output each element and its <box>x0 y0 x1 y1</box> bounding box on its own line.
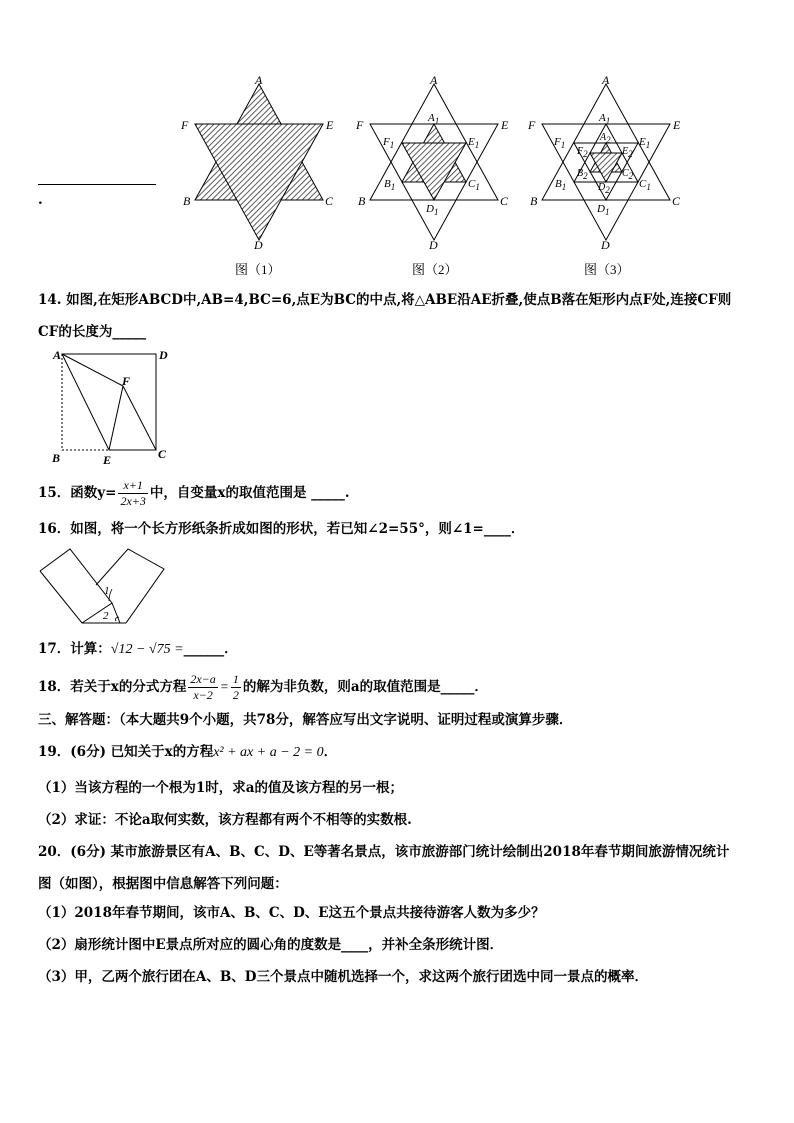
label-E: E <box>673 118 681 132</box>
q19-part2: （2）求证：不论a取何实数，该方程都有两个不相等的实数根. <box>38 812 412 828</box>
caption-fig1: 图（1） <box>235 262 281 277</box>
q19-equation: x² + ax + a − 2 = 0 <box>213 745 324 760</box>
label-A1: $A_1$ <box>428 112 440 126</box>
label-D1: $D_1$ <box>597 203 610 217</box>
label-E: E <box>501 118 509 132</box>
label-B: B <box>358 194 366 208</box>
label-A: A <box>430 73 438 87</box>
label-D: D <box>159 348 168 362</box>
label-D1: $D_1$ <box>426 203 439 217</box>
label-F: F <box>181 118 189 132</box>
q19-part1: （1）当该方程的一个根为1时，求a的值及该方程的另一根； <box>38 780 404 796</box>
blank-line <box>38 170 156 185</box>
q18-suffix: 的解为非负数，则a的取值范围是_____． <box>242 679 488 695</box>
label-C2: C2 <box>622 168 634 181</box>
q20-part1: （1）2018年春节期间，该市A、B、C、D、E这五个景点共接待游客人数为多少？ <box>38 905 545 921</box>
label-D: D <box>254 238 263 252</box>
label-D: D <box>601 238 610 252</box>
q18-fraction-left: $\frac{2x-a}{x-2}$ <box>190 672 216 702</box>
figure-star-2 <box>350 72 520 282</box>
label-A1: $A_1$ <box>599 112 611 126</box>
q13-answer-blank: . <box>38 170 160 186</box>
label-E2: E2 <box>622 146 633 159</box>
label-C: C <box>325 194 334 208</box>
label-F: F <box>356 118 364 132</box>
label-C1: $C_1$ <box>468 178 480 192</box>
q17-prefix: 17．计算： <box>38 641 111 657</box>
q17-suffix: ______． <box>183 641 238 657</box>
q18 <box>38 670 488 704</box>
label-C: C <box>158 447 167 461</box>
label-A: A <box>602 73 610 87</box>
q20-line1: 20．(6分) 某市旅游景区有A、B、C、D、E等著名景点，该市旅游部门统计绘制出2018年春节期间旅游情况统计 <box>38 844 730 860</box>
section-3-heading: 三、解答题：（本大题共9个小题，共78分，解答应写出文字说明、证明过程或演算步骤． <box>38 712 573 728</box>
q18-fraction-right: $\frac{1}{2}$ <box>232 672 239 702</box>
q20-part2: （2）扇形统计图中E景点所对应的圆心角的度数是____，并补全条形统计图． <box>38 937 504 953</box>
q15-fraction: $\frac{x+1}{2x+3}$ <box>120 478 146 508</box>
label-B2: B2 <box>577 168 588 181</box>
label-E1: $E_1$ <box>639 136 651 150</box>
q15 <box>38 476 350 510</box>
label-A: A <box>53 348 62 362</box>
caption-fig3: 图（3） <box>584 262 630 277</box>
q19-suffix: ． <box>323 744 338 760</box>
q20-part3: （3）甲，乙两个旅行团在A、B、D三个景点中随机选择一个，求这两个旅行团选中同一景点的概率． <box>38 969 648 985</box>
label-B1: $B_1$ <box>555 178 567 192</box>
label-F: F <box>528 118 536 132</box>
label-C1: $C_1$ <box>639 178 651 192</box>
q17 <box>38 640 238 659</box>
q17-expression: √12 − √75 = <box>110 642 184 657</box>
figure-star-1 <box>175 72 345 282</box>
caption-fig2: 图（2） <box>412 262 458 277</box>
label-E: E <box>103 453 112 467</box>
label-F1: $F_1$ <box>383 136 395 150</box>
q20-line2: 图（如图），根据图中信息解答下列问题： <box>38 876 288 892</box>
q19-prefix: 19．(6分) 已知关于x的方程 <box>38 744 214 760</box>
label-A2: A2 <box>600 132 611 145</box>
q16-text: 16．如图，将一个长方形纸条折成如图的形状，若已知∠2=55°，则∠1=____． <box>38 521 525 537</box>
label-F1: $F_1$ <box>554 136 566 150</box>
figure-star-3 <box>522 72 692 282</box>
angle-1-label: 1 <box>104 585 110 597</box>
label-B: B <box>52 451 61 465</box>
q18-prefix: 18．若关于x的分式方程 <box>38 679 187 695</box>
q14-line2: CF的长度为_____ <box>38 324 147 340</box>
label-E: E <box>326 118 334 132</box>
q15-suffix: 中，自变量x的取值范围是 _____. <box>149 485 350 501</box>
label-B: B <box>183 194 191 208</box>
label-A: A <box>255 73 263 87</box>
label-F: F <box>122 374 131 388</box>
q15-prefix: 15．函数y= <box>38 485 117 501</box>
q16-folded-strip-figure <box>36 545 168 625</box>
q19-stem <box>38 743 337 762</box>
label-B: B <box>530 194 538 208</box>
label-E1: $E_1$ <box>468 136 480 150</box>
q18-equals: = <box>219 679 229 694</box>
q14-rectangle-figure <box>45 346 175 468</box>
label-D: D <box>429 238 438 252</box>
label-C: C <box>672 194 681 208</box>
label-C: C <box>500 194 509 208</box>
angle-2-label: 2 <box>103 610 109 622</box>
label-F2: F2 <box>577 146 588 159</box>
label-D2: D2 <box>598 182 610 195</box>
label-B1: $B_1$ <box>384 178 396 192</box>
q14-line1: 14. 如图,在矩形ABCD中,AB=4,BC=6,点E为BC的中点,将△ABE沿AE折叠,使点B落在矩形内点F处,连接CF则 <box>38 292 732 308</box>
